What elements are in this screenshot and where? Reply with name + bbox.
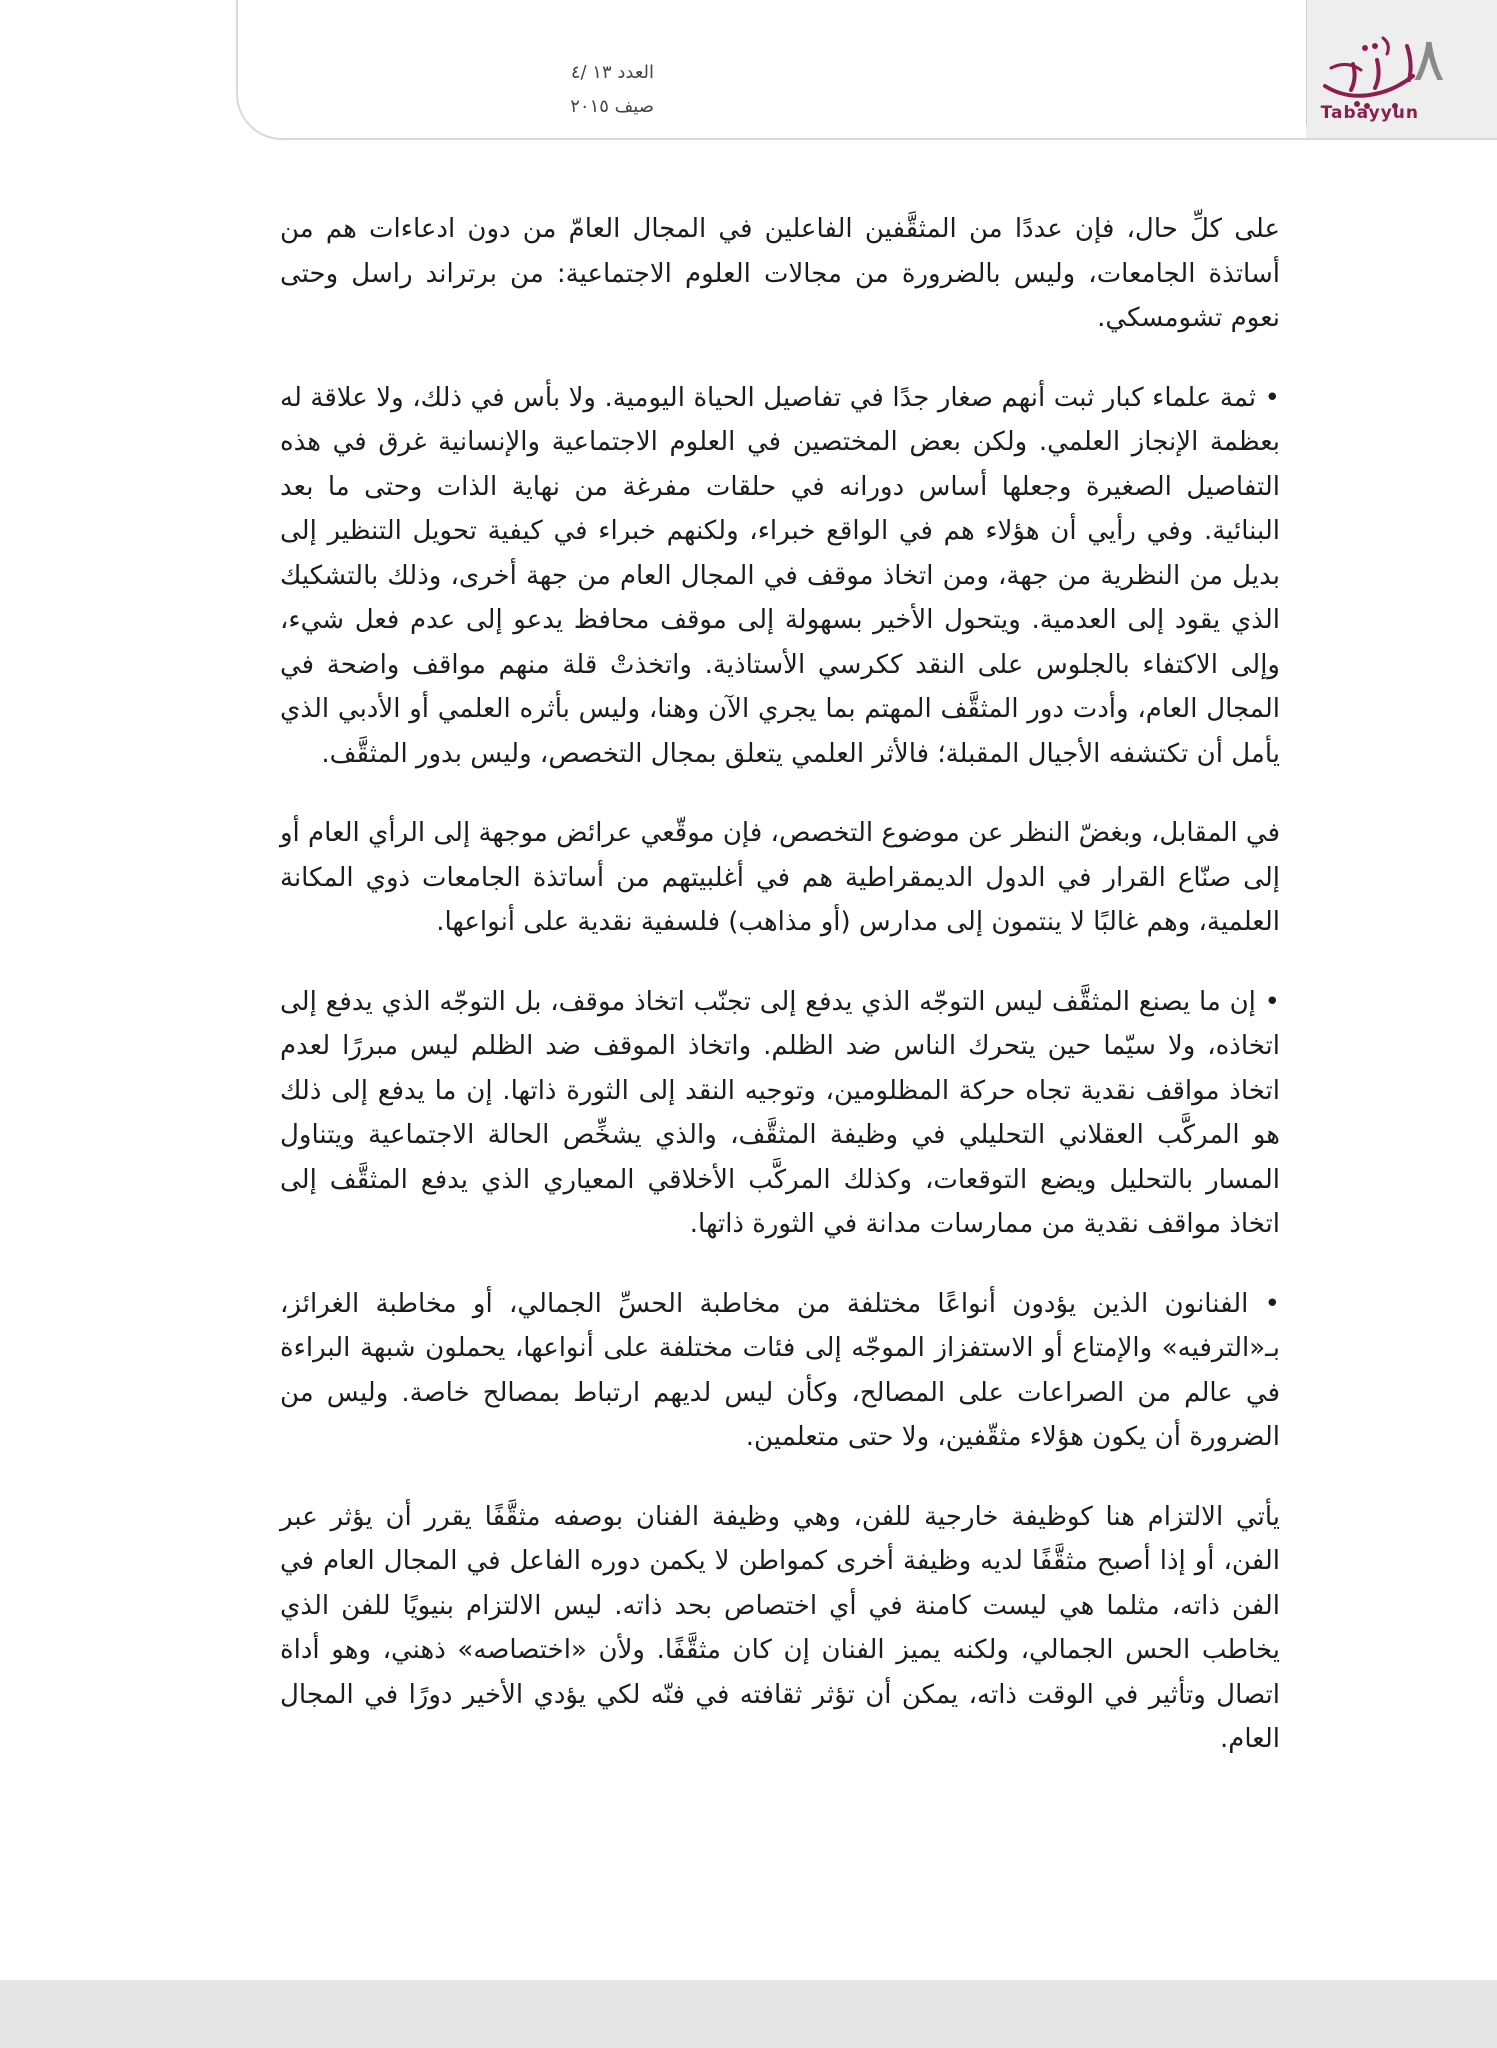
logo-panel bbox=[1306, 0, 1497, 138]
page-number: ٨ bbox=[1412, 25, 1445, 95]
issue-number: العدد ١٣ /٤ bbox=[570, 62, 654, 83]
paragraph: يأتي الالتزام هنا كوظيفة خارجية للفن، وهي وظيفة الفنان بوصفه مثقَّفًا يقرر أن يؤثر عبر الفن، أو إذا أصبح مثقَّفًا لديه وظيفة أخرى كمواطن لا يكمن دوره الفاعل في المجال العام في الفن ذاته، مثلما هي ليست كامنة في أي اختصاص بحد ذاته. ليس الالتزام بنيويًا للفن الذي يخاطب الحس الجمالي، ولكنه يميز الفنان إن كان مثقَّفًا. ولأن «اختصاصه» ذهني، وهو أداة اتصال وتأثير في الوقت ذاته، يمكن أن تؤثر ثقافته في فنّه لكي يؤدي الأخير دورًا في المجال العام. bbox=[280, 1501, 1280, 1754]
paragraph: • الفنانون الذين يؤدون أنواعًا مختلفة من مخاطبة الحسِّ الجمالي، أو مخاطبة الغرائز، بـ«الترفيه» والإمتاع أو الاستفزاز الموجّه إلى فئات مختلفة على أنواعها، يحملون شبهة البراءة في عالم من الصراعات على المصالح، وكأن ليس لديهم ارتباط بمصالح خاصة. وليس من الضرورة أن يكون هؤلاء مثقّفين، ولا حتى متعلمين. bbox=[280, 1288, 1280, 1452]
issue-info bbox=[514, 56, 654, 124]
logo-latin-text: Tabayyun bbox=[1320, 103, 1419, 123]
article-body bbox=[280, 207, 1280, 1796]
header-divider bbox=[1306, 0, 1307, 126]
issue-season: صيف ٢٠١٥ bbox=[570, 96, 654, 117]
paragraph: • ثمة علماء كبار ثبت أنهم صغار جدًا في تفاصيل الحياة اليومية. ولا بأس في ذلك، ولا علاقة له بعظمة الإنجاز العلمي. ولكن بعض المختصين في العلوم الاجتماعية والإنسانية غرق في هذه التفاصيل الصغيرة وجعلها أساس دورانه في حلقات مفرغة من نهاية الذات وحتى ما بعد البنائية. وفي رأيي أن هؤلاء هم في الواقع خبراء، ولكنهم خبراء في كيفية تحويل التنظير إلى بديل من النظرية من جهة، ومن اتخاذ موقف في المجال العام من جهة أخرى، وذلك بالتشكيك الذي يقود إلى العدمية. ويتحول الأخير بسهولة إلى موقف محافظ يدعو إلى عدم فعل شيء، وإلى الاكتفاء بالجلوس على النقد ككرسي الأستاذية. واتخذتْ قلة منهم مواقف واضحة في المجال العام، وأدت دور المثقَّف المهتم بما يجري الآن وهنا، وليس بأثره العلمي أو الأدبي الذي يأمل أن تكتشفه الأجيال المقبلة؛ فالأثر العلمي يتعلق بمجال التخصص، وليس بدور المثقَّف. bbox=[280, 382, 1280, 769]
paragraph: في المقابل، وبغضّ النظر عن موضوع التخصص، فإن موقّعي عرائض موجهة إلى الرأي العام أو إلى صنّاع القرار في الدول الديمقراطية هم في أغلبيتهم من أساتذة الجامعات ذوي المكانة العلمية، وهم غالبًا لا ينتمون إلى مدارس (أو مذاهب) فلسفية نقدية على أنواعها. bbox=[280, 818, 1280, 937]
paragraph: • إن ما يصنع المثقَّف ليس التوجّه الذي يدفع إلى تجنّب اتخاذ موقف، بل التوجّه الذي يدفع إلى اتخاذه، ولا سيّما حين يتحرك الناس ضد الظلم. واتخاذ الموقف ضد الظلم ليس مبررًا لعدم اتخاذ مواقف نقدية تجاه حركة المظلومين، وتوجيه النقد إلى الثورة ذاتها. إن ما يدفع إلى ذلك هو المركَّب العقلاني التحليلي في وظيفة المثقَّف، والذي يشخِّص الحالة الاجتماعية ويتناول المسار بالتحليل ويضع التوقعات، وكذلك المركَّب الأخلاقي المعياري الذي يدفع المثقَّف إلى اتخاذ مواقف نقدية من ممارسات مدانة في الثورة ذاتها. bbox=[280, 986, 1280, 1239]
page-header bbox=[236, 0, 1497, 140]
footer-band bbox=[0, 1980, 1497, 2048]
paragraph: على كلِّ حال، فإن عددًا من المثقَّفين الفاعلين في المجال العامّ من دون ادعاءات هم من أساتذة الجامعات، وليس بالضرورة من مجالات العلوم الاجتماعية: من برتراند راسل وحتى نعوم تشومسكي. bbox=[280, 214, 1280, 333]
